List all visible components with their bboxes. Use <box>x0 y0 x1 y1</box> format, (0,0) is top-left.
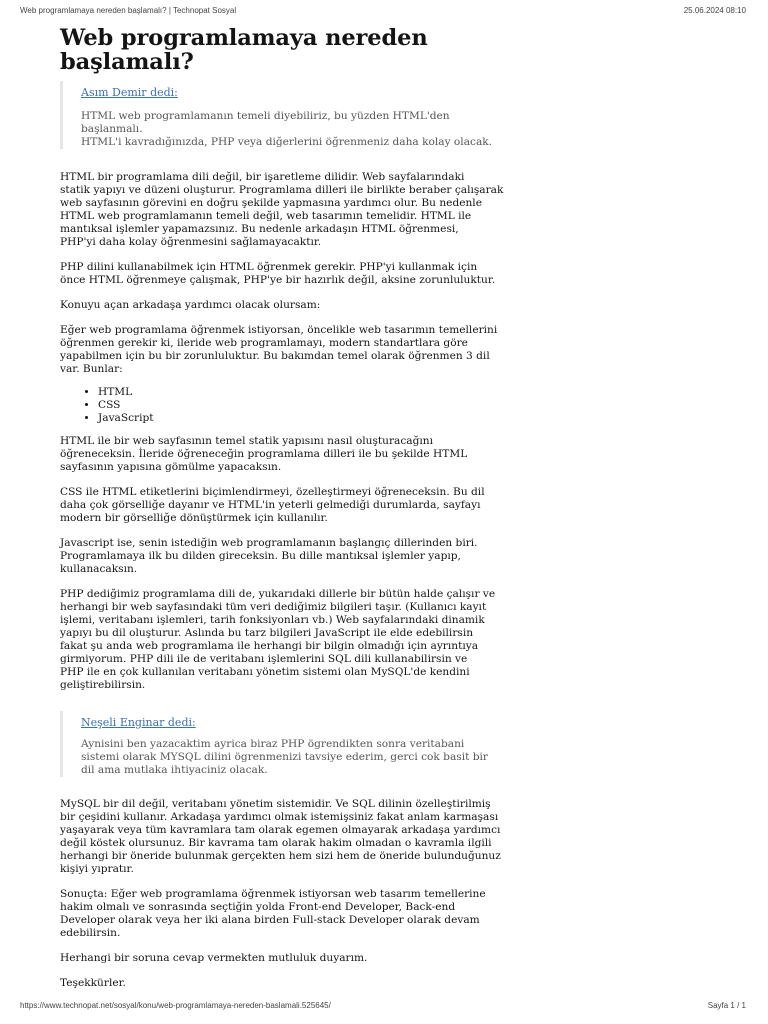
paragraph-line: Javascript ise, senin istediğin web programlamanın başlangıç dillerinden biri. <box>60 537 478 549</box>
paragraph-line: MySQL bir dil değil, veritabanı yönetim sistemidir. Ve SQL dilinin özelleştirilmiş <box>60 798 491 810</box>
quote-body <box>81 110 710 149</box>
quote-line: sistemi olarak MYSQL dilini ögrenmenizi tavsiye ederim, gerci cok basit bir <box>81 751 488 763</box>
paragraph-line: yapıyı bu dil oluşturur. Aslında bu tarz bilgileri JavaScript ile elde edebilirsin <box>60 627 474 639</box>
paragraph-line: herhangi bir öneride bulunmak gerçekten hem sizi hem de öneride bulunduğunuz <box>60 850 501 862</box>
quote-block-1 <box>60 81 710 149</box>
paragraph-line: kişiyi yıpratır. <box>60 863 134 875</box>
paragraph-line: CSS ile HTML etiketlerini biçimlendirmeyi, özelleştirmeyi öğreneceksin. Bu dil <box>60 486 485 498</box>
page-title-line: Web programlamaya nereden <box>60 25 428 51</box>
quote-line: Aynisini ben yazacaktim ayrica biraz PHP ögrendikten sonra veritabani <box>81 738 465 750</box>
print-footer-page-number: Sayfa 1 / 1 <box>707 1001 746 1010</box>
paragraph-line: statik yapıyı ve düzeni oluşturur. Programlama dilleri ile birlikte beraber çalışarak <box>60 184 504 196</box>
post-content <box>60 26 710 990</box>
print-header <box>20 6 746 15</box>
paragraph-line: Teşekkürler. <box>60 977 126 989</box>
list-item: • HTML <box>98 386 710 399</box>
quote-body <box>81 738 710 777</box>
paragraph-line: geliştirebilirsin. <box>60 679 146 691</box>
paragraph-line: işlemi, veritabanı işlemleri, tarih fonksiyonları vb.) Web sayfalarındaki dinamik <box>60 614 485 626</box>
paragraph-line: modern bir görselliğe dönüştürmek için kullanılır. <box>60 512 328 524</box>
paragraph <box>60 261 710 287</box>
quote-author-link[interactable]: Asım Demir dedi: <box>81 86 178 99</box>
paragraph-line: PHP ile en çok kullanılan veritabanı yönetim sistemi olan MySQL'de kendini <box>60 666 470 678</box>
page-title-line: başlamalı? <box>60 49 194 75</box>
paragraph-line: Eğer web programlama öğrenmek istiyorsan, öncelikle web tasarımın temellerini <box>60 324 498 336</box>
paragraph <box>60 977 710 990</box>
quote-line: HTML'i kavradığınızda, PHP veya diğerlerini öğrenmeniz daha kolay olacak. <box>81 136 493 148</box>
paragraph-line: web sayfasının görevini en doğru şekilde yapmasına yardımcı olur. Bu nedenle <box>60 197 482 209</box>
paragraph-line: hakim olmalı ve sonrasında seçtiğin yolda Front-end Developer, Back-end <box>60 901 456 913</box>
paragraph-line: daha çok görselliğe dayanır ve HTML'in yeterli gelmediği durumlarda, sayfayı <box>60 499 481 511</box>
paragraph <box>60 486 710 525</box>
list-item: • JavaScript <box>98 412 710 425</box>
paragraph-line: HTML ile bir web sayfasının temel statik yapısını nasıl oluşturacağını <box>60 435 434 447</box>
paragraph-line: herhangi bir web sayfasındaki tüm veri dediğimiz bilgileri taşır. (Kullanıcı kayıt <box>60 601 487 613</box>
quote-line: HTML web programlamanın temeli diyebiliriz, bu yüzden HTML'den <box>81 110 450 122</box>
paragraph-line: PHP dilini kullanabilmek için HTML öğrenmek gerekir. PHP'yi kullanmak için <box>60 261 478 273</box>
page-title <box>60 26 710 74</box>
paragraph-line: edebilirsin. <box>60 927 121 939</box>
paragraph <box>60 324 710 376</box>
language-list <box>60 386 710 425</box>
paragraph-line: öğreneceksin. İleride öğreneceğin programlama dilleri ile bu şekilde HTML <box>60 448 468 460</box>
paragraph-line: yapabilmen için bu bir zorunluluktur. Bu bakımdan temel olarak öğrenmen 3 dil <box>60 350 490 362</box>
paragraph <box>60 588 710 692</box>
print-footer-url: https://www.technopat.net/sosyal/konu/web-programlamaya-nereden-baslamali.525645/ <box>20 1001 331 1010</box>
paragraph <box>60 798 710 876</box>
paragraph <box>60 952 710 965</box>
paragraph-line: Developer olarak veya her iki alana birden Full-stack Developer olarak devam <box>60 914 480 926</box>
paragraph <box>60 537 710 576</box>
paragraph-line: kullanacaksın. <box>60 563 138 575</box>
paragraph <box>60 171 710 249</box>
paragraph <box>60 888 710 940</box>
paragraph-line: Herhangi bir soruna cevap vermekten mutluluk duyarım. <box>60 952 368 964</box>
paragraph-line: PHP'yi daha kolay öğrenmesini sağlamayacaktır. <box>60 236 322 248</box>
paragraph-line: bir çeşidini kullanır. Arkadaşa yardımcı olmak istemişsiniz fakat anlam karmaşası <box>60 811 499 823</box>
paragraph-line: öğrenmen gerekir ki, ileride web programlamayı, modern standartlara göre <box>60 337 468 349</box>
print-footer <box>20 1001 746 1010</box>
print-header-date: 25.06.2024 08:10 <box>683 6 746 15</box>
paragraph-line: girmiyorum. PHP dili ile de veritabanı işlemlerini SQL dili kullanabilirsin ve <box>60 653 468 665</box>
list-item: • CSS <box>98 399 710 412</box>
paragraph-line: Sonuçta: Eğer web programlama öğrenmek istiyorsan web tasarım temellerine <box>60 888 486 900</box>
paragraph-line: PHP dediğimiz programlama dili de, yukarıdaki dillerle bir bütün halde çalışır ve <box>60 588 496 600</box>
paragraph-line: fakat şu anda web programlama ile herhangi bir bilgin olmadığı için ayrıntıya <box>60 640 479 652</box>
paragraph-line: mantıksal işlemler yapamazsınız. Bu nedenle arkadaşın HTML öğrenmesi, <box>60 223 459 235</box>
paragraph <box>60 435 710 474</box>
quote-block-2 <box>60 711 710 777</box>
paragraph <box>60 299 710 312</box>
paragraph-line: yaşayarak veya tüm kavramlara tam olarak egemen olmayarak arkadaşa yardımcı <box>60 824 501 836</box>
print-header-title: Web programlamaya nereden başlamalı? | Technopat Sosyal <box>20 6 237 15</box>
paragraph-line: sayfasının yapısına gömülme yapacaksın. <box>60 461 282 473</box>
paragraph-line: var. Bunlar: <box>60 363 123 375</box>
paragraph-line: Konuyu açan arkadaşa yardımcı olacak olursam: <box>60 299 321 311</box>
paragraph-line: Programlamaya ilk bu dilden gireceksin. Bu dille mantıksal işlemler yapıp, <box>60 550 461 562</box>
paragraph-line: önce HTML öğrenmeye çalışmak, PHP'ye bir hazırlık değil, aksine zorunluluktur. <box>60 274 496 286</box>
quote-author-link[interactable]: Neşeli Enginar dedi: <box>81 716 196 729</box>
paragraph-line: HTML bir programlama dili değil, bir işaretleme dilidir. Web sayfalarındaki <box>60 171 465 183</box>
quote-line: başlanmalı. <box>81 123 143 135</box>
quote-line: dil ama mutlaka ihtiyaciniz olacak. <box>81 764 268 776</box>
paragraph-line: değil köstek olursunuz. Bir kavrama tam olarak hakim olmadan o kavramla ilgili <box>60 837 492 849</box>
paragraph-line: HTML web programlamanın temeli değil, web tasarımın temelidir. HTML ile <box>60 210 472 222</box>
